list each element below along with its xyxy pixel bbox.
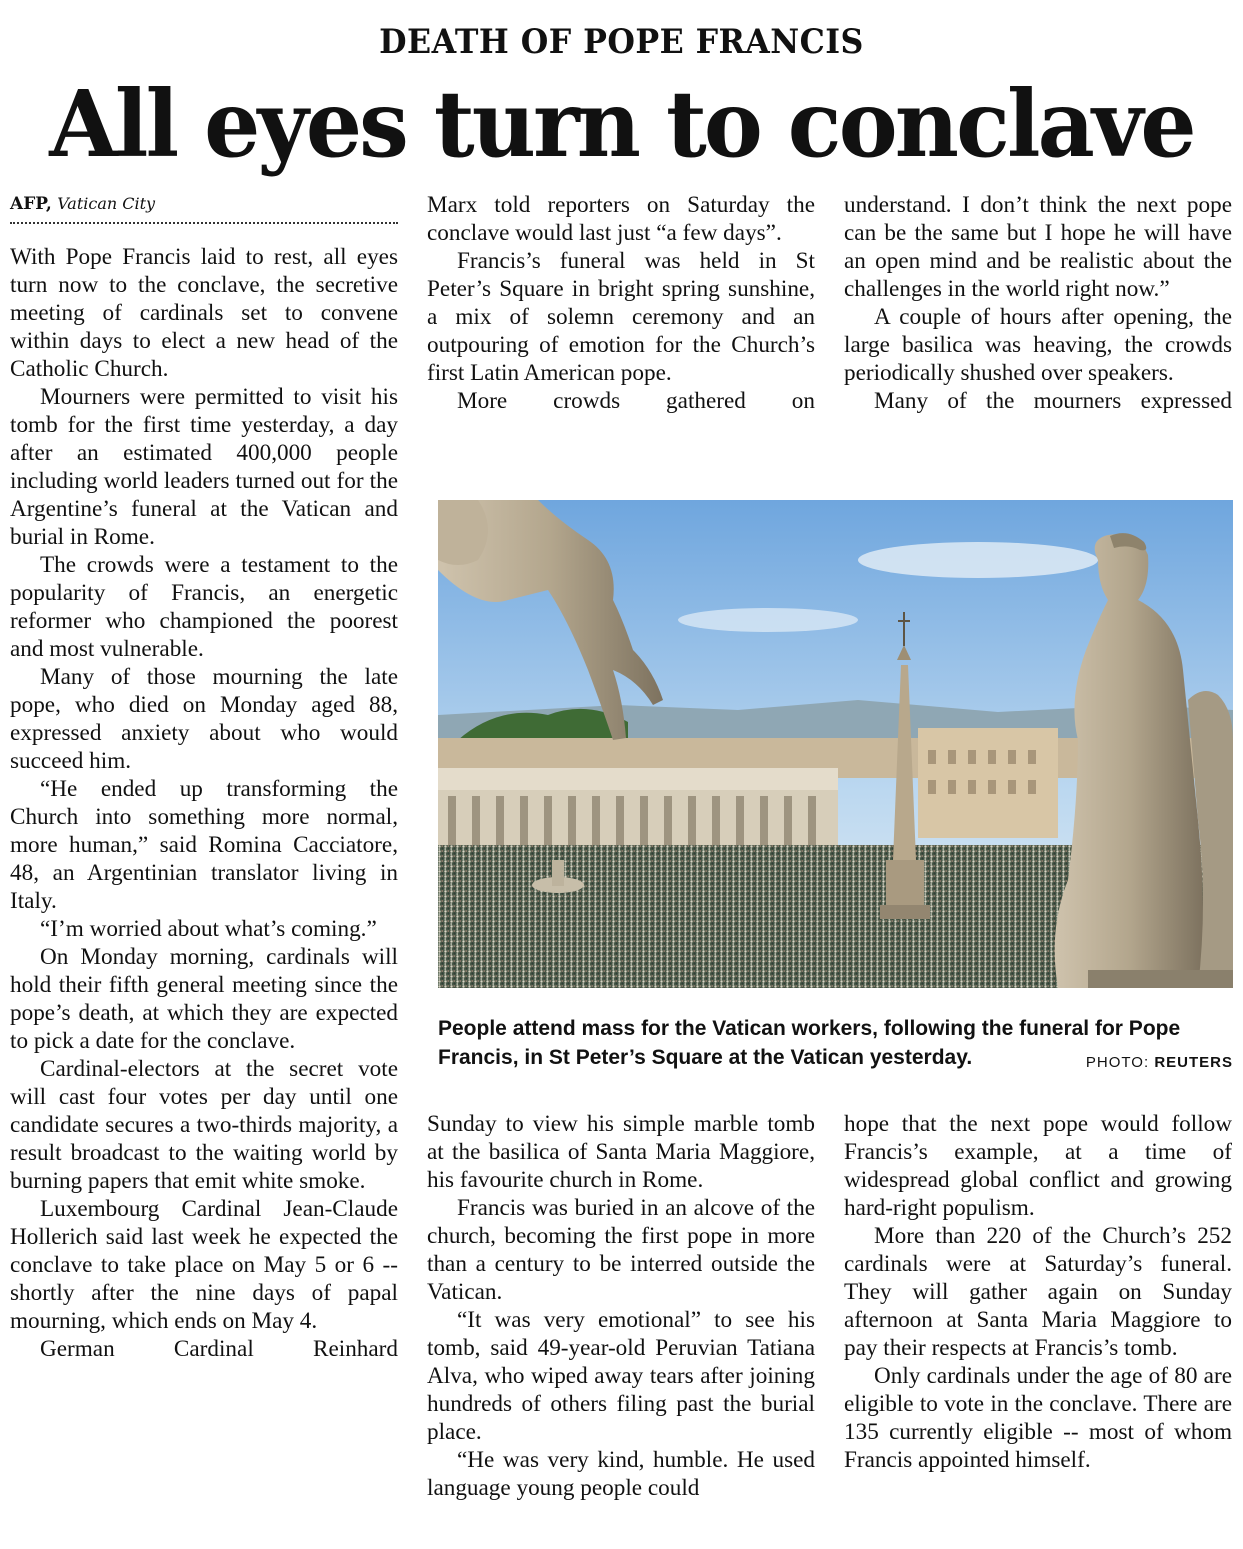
paragraph: Only cardinals under the age of 80 are eligible to vote in the conclave. There are 135 currently eligible -- most of whom Francis appointed himself. <box>844 1363 1232 1473</box>
photo-credit <box>1086 1054 1233 1071</box>
paragraph: Mourners were permitted to visit his tomb for the first time yesterday, a day after an estimated 400,000 people including world leaders turned out for the Argentine’s funeral at the Vatican and burial in Rome. <box>10 384 398 550</box>
paragraph: With Pope Francis laid to rest, all eyes turn now to the conclave, the secretive meeting of cardinals set to convene within days to elect a new head of the Catholic Church. <box>10 244 398 382</box>
paragraph: A couple of hours after opening, the large basilica was heaving, the crowds periodically shushed over speakers. <box>844 304 1232 386</box>
paragraph: Sunday to view his simple marble tomb at the basilica of Santa Maria Maggiore, his favourite church in Rome. <box>427 1111 815 1193</box>
paragraph: “He ended up transforming the Church into something more normal, more human,” said Romina Cacciatore, 48, an Argentinian translator living in Italy. <box>10 776 398 914</box>
paragraph: “I’m worried about what’s coming.” <box>40 916 377 942</box>
paragraph: understand. I don’t think the next pope can be the same but I hope he will have an open mind and be realistic about the challenges in the world right now.” <box>844 192 1232 302</box>
paragraph: Many of the mourners expressed <box>874 388 1232 414</box>
paragraph: “It was very emotional” to see his tomb, said 49-year-old Peruvian Tatiana Alva, who wiped away tears after joining hundreds of others filing past the burial place. <box>427 1307 815 1445</box>
paragraph: On Monday morning, cardinals will hold their fifth general meeting since the pope’s death, at which they are expected to pick a date for the conclave. <box>10 944 398 1054</box>
paragraph: Francis’s funeral was held in St Peter’s Square in bright spring sunshine, a mix of solemn ceremony and an outpouring of emotion for the Church’s first Latin American pope. <box>427 248 815 386</box>
paragraph: “He was very kind, humble. He used language young people could <box>427 1447 815 1501</box>
article-column-3-top <box>844 191 1232 471</box>
photo-caption: People attend mass for the Vatican workers, following the funeral for Pope Francis, in St Peter’s Square at the Vatican yesterday. <box>438 1017 1181 1069</box>
photo-credit-source: REUTERS <box>1154 1054 1233 1071</box>
article-column-2-top <box>427 191 815 471</box>
section-kicker: DEATH OF POPE FRANCIS <box>379 22 864 62</box>
paragraph: The crowds were a testament to the popularity of Francis, an energetic reformer who championed the poorest and most vulnerable. <box>10 552 398 662</box>
paragraph: Francis was buried in an alcove of the church, becoming the first pope in more than a century to be interred outside the Vatican. <box>427 1195 815 1305</box>
article-column-1 <box>10 243 398 1539</box>
paragraph: More crowds gathered on <box>457 388 815 414</box>
paragraph: More than 220 of the Church’s 252 cardinals were at Saturday’s funeral. They will gather again on Sunday afternoon at Santa Maria Maggiore to pay their respects at Francis’s tomb. <box>844 1223 1232 1361</box>
photo-credit-label: PHOTO: <box>1085 1054 1150 1071</box>
headline: All eyes turn to conclave <box>49 70 1194 178</box>
news-photo <box>438 500 1233 988</box>
byline <box>10 192 398 224</box>
st-peters-square-illustration <box>438 500 1233 988</box>
paragraph: Many of those mourning the late pope, who died on Monday aged 88, expressed anxiety about who would succeed him. <box>10 664 398 774</box>
paragraph: Cardinal-electors at the secret vote will cast four votes per day until one candidate secures a two-thirds majority, a result broadcast to the waiting world by burning papers that emit white smoke. <box>10 1056 398 1194</box>
paragraph: hope that the next pope would follow Francis’s example, at a time of widespread global conflict and growing hard-right populism. <box>844 1111 1232 1221</box>
paragraph: Marx told reporters on Saturday the conclave would last just “a few days”. <box>427 192 815 246</box>
paragraph: German Cardinal Reinhard <box>40 1336 398 1362</box>
byline-place: Vatican City <box>57 194 156 213</box>
article-column-2-bottom <box>427 1110 815 1540</box>
article-column-3-bottom <box>844 1110 1232 1540</box>
byline-agency: AFP, <box>10 194 52 214</box>
paragraph: Luxembourg Cardinal Jean-Claude Hollerich said last week he expected the conclave to take place on May 5 or 6 -- shortly after the nine days of papal mourning, which ends on May 4. <box>10 1196 398 1334</box>
